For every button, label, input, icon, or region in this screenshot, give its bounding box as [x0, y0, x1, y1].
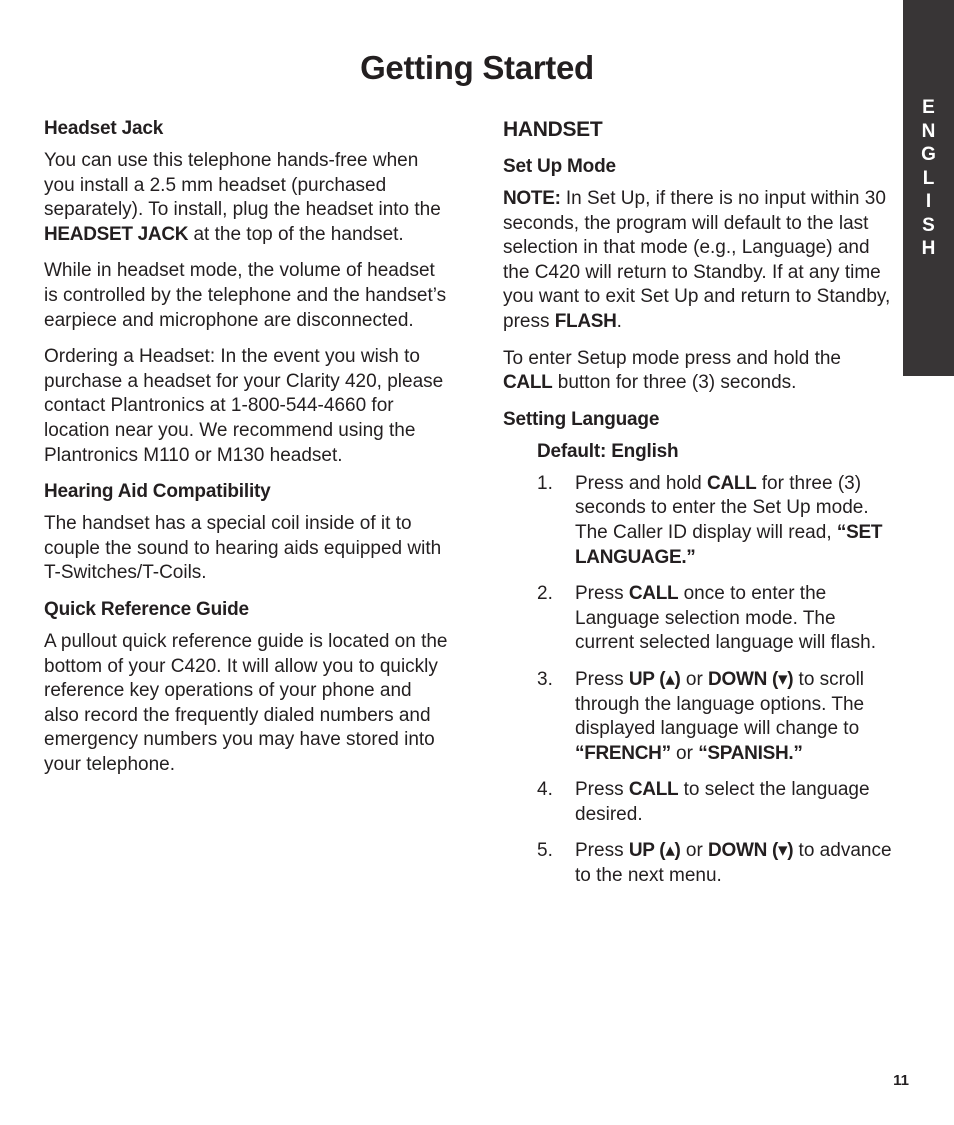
text: In Set Up, if there is no input within 30 seconds, the program will default to the last selection in that mode (e.g., Language) and the C420 will return to Standby. If at any time you want to exit Set Up and return to Standby, press — [503, 188, 891, 332]
text: To enter Setup mode press and hold the — [503, 347, 842, 369]
text: Press — [575, 840, 629, 862]
step-text — [575, 839, 895, 888]
list-item — [537, 582, 895, 656]
step-number: 3. — [537, 668, 553, 690]
step-text — [575, 668, 895, 766]
text: or — [680, 840, 709, 862]
text: for three (3) seconds to enter the Set Up mode. The Caller ID display will read, — [575, 472, 869, 543]
bold-term: “FRENCH” — [575, 742, 671, 764]
hearing-aid-heading: Hearing Aid Compatibility — [44, 481, 271, 503]
hearing-aid-paragraph: The handset has a special coil inside of it to couple the sound to hearing aids equipped with T-Switches/T-Coils. — [44, 513, 442, 584]
tab-letter: G — [921, 144, 936, 165]
step-number: 1. — [537, 472, 553, 494]
text: Press — [575, 779, 629, 801]
text: or — [680, 668, 709, 690]
bold-term: “SPANISH.” — [698, 742, 803, 764]
tab-letter: N — [921, 120, 936, 142]
ordering-headset-paragraph: Ordering a Headset: In the event you wish to purchase a headset for your Clarity 420, please contact Plantronics at 1-800-544-4660 for location near you. We recommend using the Plantronics M110 or M130 headset. — [44, 346, 444, 466]
step-number: 2. — [537, 583, 553, 605]
tab-letter: E — [922, 97, 935, 118]
tab-letter: S — [922, 214, 935, 236]
text: to advance to the next menu. — [575, 840, 892, 887]
text: Press and hold — [575, 472, 708, 494]
bold-term: FLASH — [554, 310, 617, 332]
handset-section-heading: HANDSET — [503, 118, 603, 141]
enter-setup-paragraph — [503, 347, 895, 396]
text: to scroll through the language options. The displayed language will change to — [575, 668, 865, 740]
right-column — [503, 117, 895, 901]
bold-term: DOWN (▾) — [708, 840, 794, 862]
bold-term: CALL — [628, 779, 679, 801]
bold-term: CALL — [628, 583, 679, 605]
text: . — [616, 310, 622, 332]
setup-note-paragraph — [503, 187, 895, 335]
default-language-heading: Default: English — [537, 440, 679, 462]
quick-reference-paragraph: A pullout quick reference guide is located on the bottom of your C420. It will allow you to quickly reference key operations of your phone and also record the frequently dialed numbers and emergency numbers you may have stored into your telephone. — [44, 630, 448, 775]
text: Press — [575, 668, 629, 690]
bold-term: CALL — [503, 372, 553, 394]
text: Press — [575, 583, 629, 605]
step-text — [575, 778, 895, 827]
list-item — [537, 668, 895, 766]
setting-language-heading: Setting Language — [503, 408, 660, 430]
text: or — [670, 742, 699, 764]
language-tab-letters — [903, 96, 954, 261]
bold-term: UP (▴) — [628, 668, 681, 690]
text: to select the language desired. — [575, 779, 870, 825]
headset-jack-paragraph — [44, 149, 448, 247]
language-steps-list — [503, 472, 895, 889]
list-item — [537, 472, 895, 570]
text: at the top of the handset. — [188, 223, 404, 245]
note-label: NOTE: — [503, 188, 561, 209]
quick-reference-heading: Quick Reference Guide — [44, 598, 249, 620]
tab-letter: L — [922, 167, 935, 189]
headset-mode-paragraph: While in headset mode, the volume of headset is controlled by the telephone and the handset’s earpiece and microphone are disconnected. — [44, 260, 447, 331]
tab-letter: H — [921, 238, 936, 259]
bold-term: CALL — [707, 472, 757, 494]
bold-term: DOWN (▾) — [708, 668, 794, 690]
step-text — [575, 582, 895, 656]
bold-term: HEADSET JACK — [44, 223, 189, 245]
step-number: 5. — [537, 840, 553, 862]
list-item — [537, 778, 895, 827]
step-number: 4. — [537, 779, 553, 801]
text: button for three (3) seconds. — [552, 372, 797, 394]
list-item — [537, 839, 895, 888]
left-column — [44, 117, 448, 789]
text: You can use this telephone hands-free when you install a 2.5 mm headset (purchased separately). To install, plug the headset into the — [44, 150, 441, 221]
page-title: Getting Started — [360, 49, 594, 86]
page-number: 11 — [893, 1072, 909, 1089]
bold-term: UP (▴) — [628, 840, 681, 862]
text: once to enter the Language selection mode. The current selected language will flash. — [575, 583, 877, 654]
bold-term: “SET LANGUAGE.” — [575, 521, 883, 568]
tab-letter: I — [925, 191, 932, 212]
step-text — [575, 472, 895, 570]
headset-jack-heading: Headset Jack — [44, 118, 164, 139]
setup-mode-heading: Set Up Mode — [503, 156, 616, 177]
